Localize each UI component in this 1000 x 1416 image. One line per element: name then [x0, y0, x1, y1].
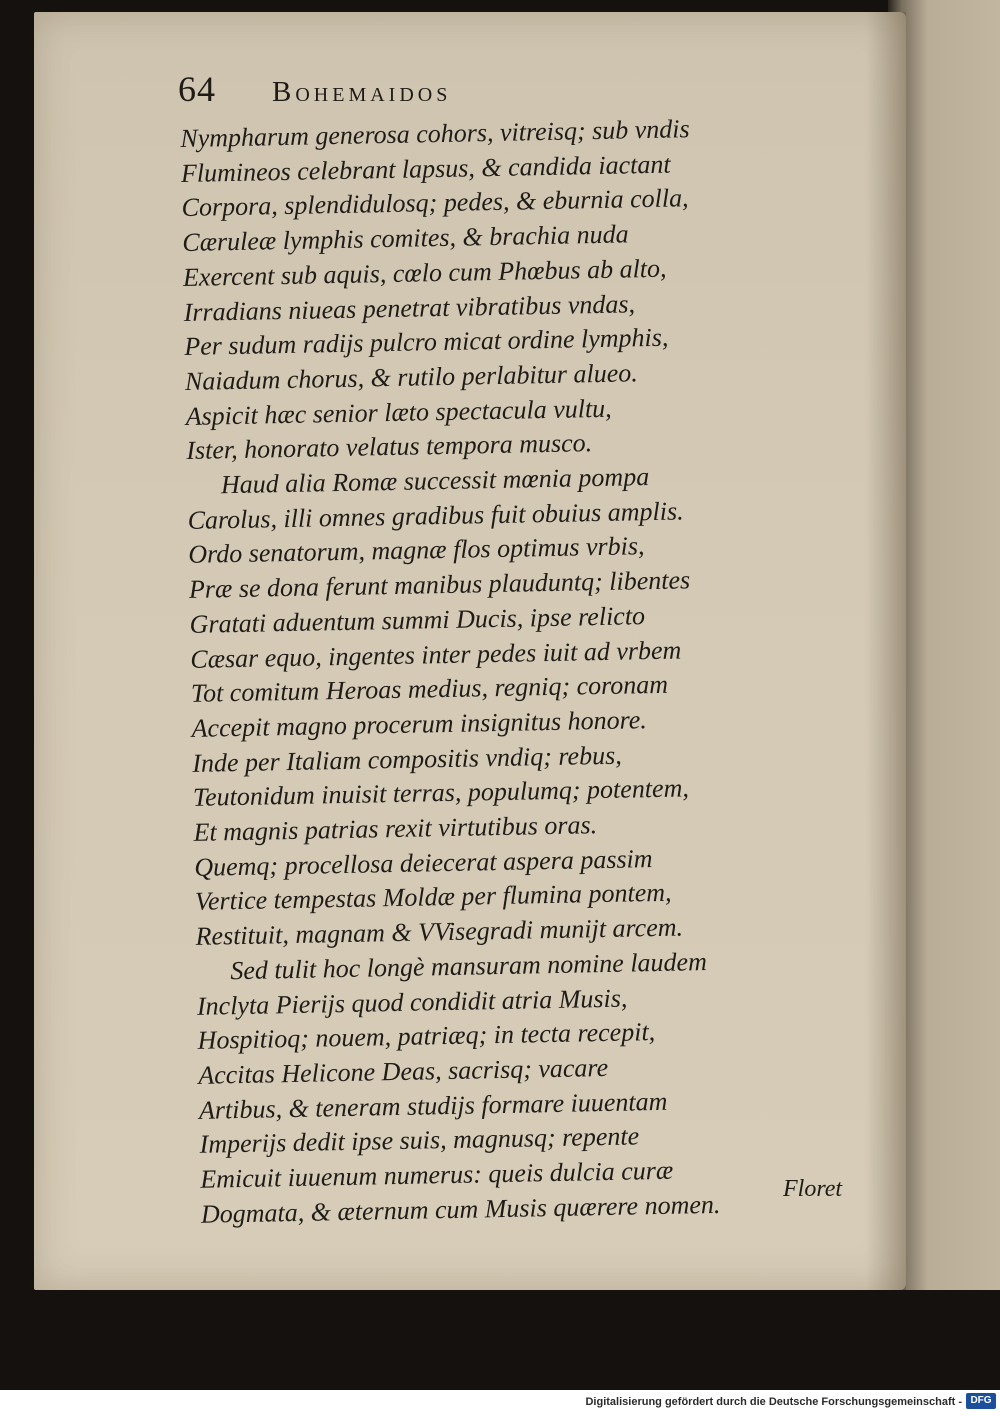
verse-line: Dogmata, & æternum cum Musis quærere nomen.	[200, 1189, 721, 1229]
verse-line: Irradians niueas penetrat vibratibus vndas,	[183, 288, 636, 327]
verse-line: Cæruleæ lymphis comites, & brachia nuda	[182, 219, 629, 258]
verse-line: Præ se dona ferunt manibus plauduntq; libentes	[188, 565, 691, 605]
verse-line: Exercent sub aquis, cœlo cum Phœbus ab alto,	[182, 253, 667, 292]
verse-line: Carolus, illi omnes gradibus fuit obuius amplis.	[187, 496, 684, 535]
verse-line: Corpora, splendidulosq; pedes, & eburnia colla,	[181, 183, 689, 223]
catchword: Floret	[783, 1176, 843, 1202]
verse-line: Cæsar equo, ingentes inter pedes iuit ad vrbem	[190, 635, 682, 674]
verse-line: Flumineos celebrant lapsus, & candida iactant	[180, 149, 671, 188]
verse-line: Accepit magno procerum insignitus honore.	[191, 705, 648, 743]
verse-line: Inde per Italiam compositis vndiq; rebus,	[192, 740, 622, 778]
digitization-credit: Digitalisierung gefördert durch die Deutsche Forschungsgemeinschaft -	[585, 1396, 962, 1408]
verse-line: Vertice tempestas Moldæ per flumina pontem,	[194, 878, 672, 917]
verse-line: Ister, honorato velatus tempora musco.	[186, 428, 593, 466]
verse-line: Gratati aduentum summi Ducis, ipse relicto	[189, 601, 646, 639]
verse-line: Emicuit iuuenum numerus: queis dulcia curæ	[200, 1155, 674, 1194]
verse-line: Per sudum radijs pulcro micat ordine lymphis,	[184, 322, 669, 362]
verse-text	[180, 109, 881, 1232]
verse-line: Teutonidum inuisit terras, populumq; potentem,	[192, 773, 690, 813]
verse-line: Accitas Helicone Deas, sacrisq; vacare	[198, 1052, 609, 1090]
verse-line: Ordo senatorum, magnæ flos optimus vrbis,	[188, 531, 645, 570]
verse-line: Imperijs dedit ipse suis, magnusq; repente	[199, 1121, 640, 1160]
verse-line: Sed tulit hoc longè mansuram nomine laudem	[230, 946, 708, 986]
verse-line: Inclyta Pierijs quod condidit atria Musis,	[196, 983, 628, 1021]
dfg-logo: DFG	[966, 1393, 996, 1409]
verse-line: Et magnis patrias rexit virtutibus oras.	[193, 810, 598, 847]
running-title: Bohemaidos	[272, 76, 452, 108]
verse-line: Haud alia Romæ successit mœnia pompa	[220, 462, 650, 500]
verse-line: Tot comitum Heroas medius, regniq; coronam	[190, 669, 669, 709]
verse-line: Hospitioq; nouem, patriæq; in tecta recepit,	[197, 1017, 656, 1056]
verse-line: Quemq; procellosa deiecerat aspera passim	[194, 843, 653, 882]
page-number: 64	[178, 69, 216, 109]
verse-line: Restituit, magnam & VVisegradi munijt arcem.	[195, 912, 684, 952]
verse-line: Artibus, & teneram studijs formare iuuentam	[198, 1086, 668, 1125]
verse-line: Naiadum chorus, & rutilo perlabitur alueo.	[184, 358, 639, 396]
verse-line: Aspicit hæc senior læto spectacula vultu,	[185, 393, 612, 431]
page-header	[178, 68, 451, 110]
verse-line: Nympharum generosa cohors, vitreisq; sub vndis	[180, 114, 690, 153]
